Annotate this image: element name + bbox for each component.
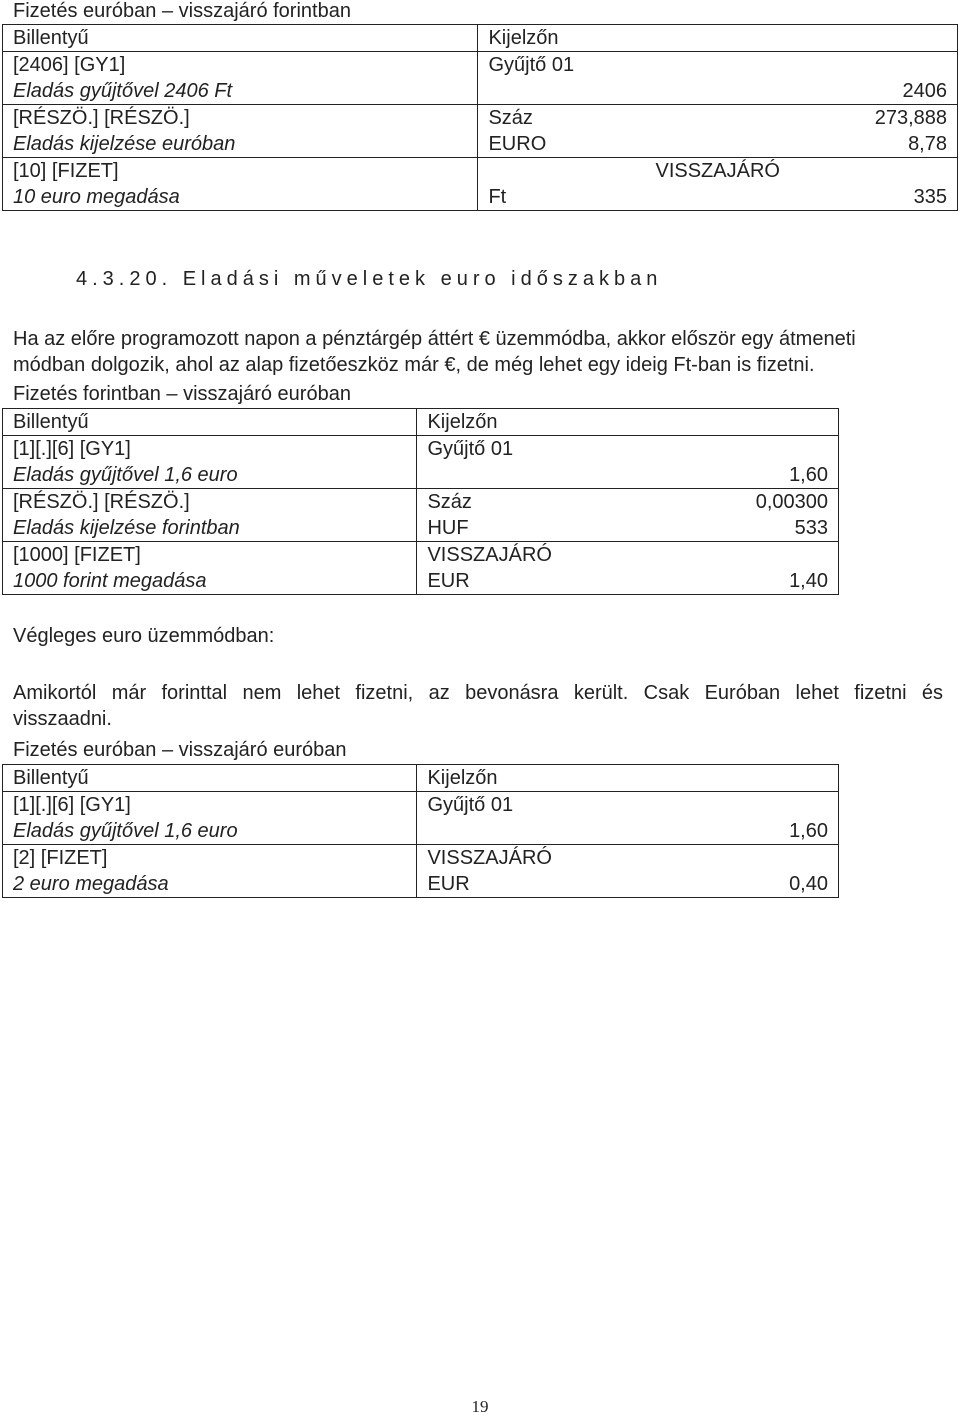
key-description: Eladás gyűjtővel 1,6 euro: [13, 820, 238, 842]
key-description: Eladás kijelzése forintban: [13, 517, 240, 539]
display-value: 1,60: [789, 464, 828, 486]
display-label: Gyűjtő 01: [488, 54, 575, 76]
key-sequence: [1][.][6] [GY1]: [13, 794, 131, 816]
display-value: 0,40: [789, 873, 828, 895]
table-row: [3, 489, 839, 542]
key-description: Eladás gyűjtővel 1,6 euro: [13, 464, 238, 486]
final-paragraph: [13, 680, 943, 732]
section1-title: Fizetés euróban – visszajáró forintban: [13, 0, 351, 22]
key-description: Eladás gyűjtővel 2406 Ft: [13, 80, 233, 102]
display-label: Ft: [488, 186, 507, 208]
display-label: Száz: [488, 107, 533, 129]
display-label: Száz: [427, 491, 472, 513]
final-mode-label: Végleges euro üzemmódban:: [13, 625, 275, 647]
section3-title: Fizetés euróban – visszajáró euróban: [13, 739, 347, 761]
table-row: [3, 845, 839, 898]
display-value: 2406: [902, 80, 947, 102]
table-row: [3, 52, 958, 105]
table-header-keys: Billentyű: [3, 25, 478, 52]
key-sequence: [1][.][6] [GY1]: [13, 438, 131, 460]
key-description: 2 euro megadása: [13, 873, 169, 895]
display-value: 1,40: [789, 570, 828, 592]
intro-line: módban dolgozik, ahol az alap fizetőeszköz már €, de még lehet egy ideig Ft-ban is fizetni.: [13, 354, 815, 376]
table-row: [3, 105, 958, 158]
table-row: [3, 792, 839, 845]
table-row: [3, 436, 839, 489]
display-value: 533: [794, 517, 828, 539]
final-line: visszaadni.: [13, 708, 112, 730]
keyboard-table-3: [2, 764, 839, 898]
key-sequence: [RÉSZÖ.] [RÉSZÖ.]: [13, 107, 190, 129]
display-label: Gyűjtő 01: [427, 794, 514, 816]
display-label: EUR: [427, 570, 470, 592]
key-description: Eladás kijelzése euróban: [13, 133, 236, 155]
table-header-display: Kijelzőn: [417, 765, 839, 792]
key-sequence: [1000] [FIZET]: [13, 544, 141, 566]
keyboard-table-2: [2, 408, 839, 595]
table-header-display: Kijelzőn: [478, 25, 958, 52]
keyboard-table-1: [2, 24, 958, 211]
display-value: 0,00300: [755, 491, 828, 513]
display-label: HUF: [427, 517, 469, 539]
section2-title: Fizetés forintban – visszajáró euróban: [13, 383, 351, 405]
final-line: Amikortól már forinttal nem lehet fizetni, az bevonásra került. Csak Euróban lehet fizetni és: [13, 682, 943, 704]
display-label: Gyűjtő 01: [427, 438, 514, 460]
display-label: VISSZAJÁRÓ: [655, 160, 780, 182]
page-number: 19: [471, 1397, 489, 1416]
display-value: 273,888: [874, 107, 947, 129]
key-sequence: [10] [FIZET]: [13, 160, 119, 182]
table-row: [3, 158, 958, 211]
display-label: VISSZAJÁRÓ: [427, 544, 552, 566]
table-header-keys: Billentyű: [3, 765, 417, 792]
intro-paragraph: [13, 326, 943, 378]
display-value: 8,78: [908, 133, 947, 155]
key-description: 10 euro megadása: [13, 186, 180, 208]
key-description: 1000 forint megadása: [13, 570, 207, 592]
key-sequence: [RÉSZÖ.] [RÉSZÖ.]: [13, 491, 190, 513]
table-header-display: Kijelzőn: [417, 409, 839, 436]
display-label: VISSZAJÁRÓ: [427, 847, 552, 869]
key-sequence: [2] [FIZET]: [13, 847, 108, 869]
display-value: 335: [913, 186, 947, 208]
display-value: 1,60: [789, 820, 828, 842]
display-label: EUR: [427, 873, 470, 895]
section-heading: 4.3.20. Eladási műveletek euro időszakban: [76, 268, 663, 290]
display-label: EURO: [488, 133, 547, 155]
key-sequence: [2406] [GY1]: [13, 54, 126, 76]
table-row: [3, 542, 839, 595]
table-header-keys: Billentyű: [3, 409, 417, 436]
intro-line: Ha az előre programozott napon a pénztárgép áttért € üzemmódba, akkor először egy átmeneti: [13, 328, 856, 350]
